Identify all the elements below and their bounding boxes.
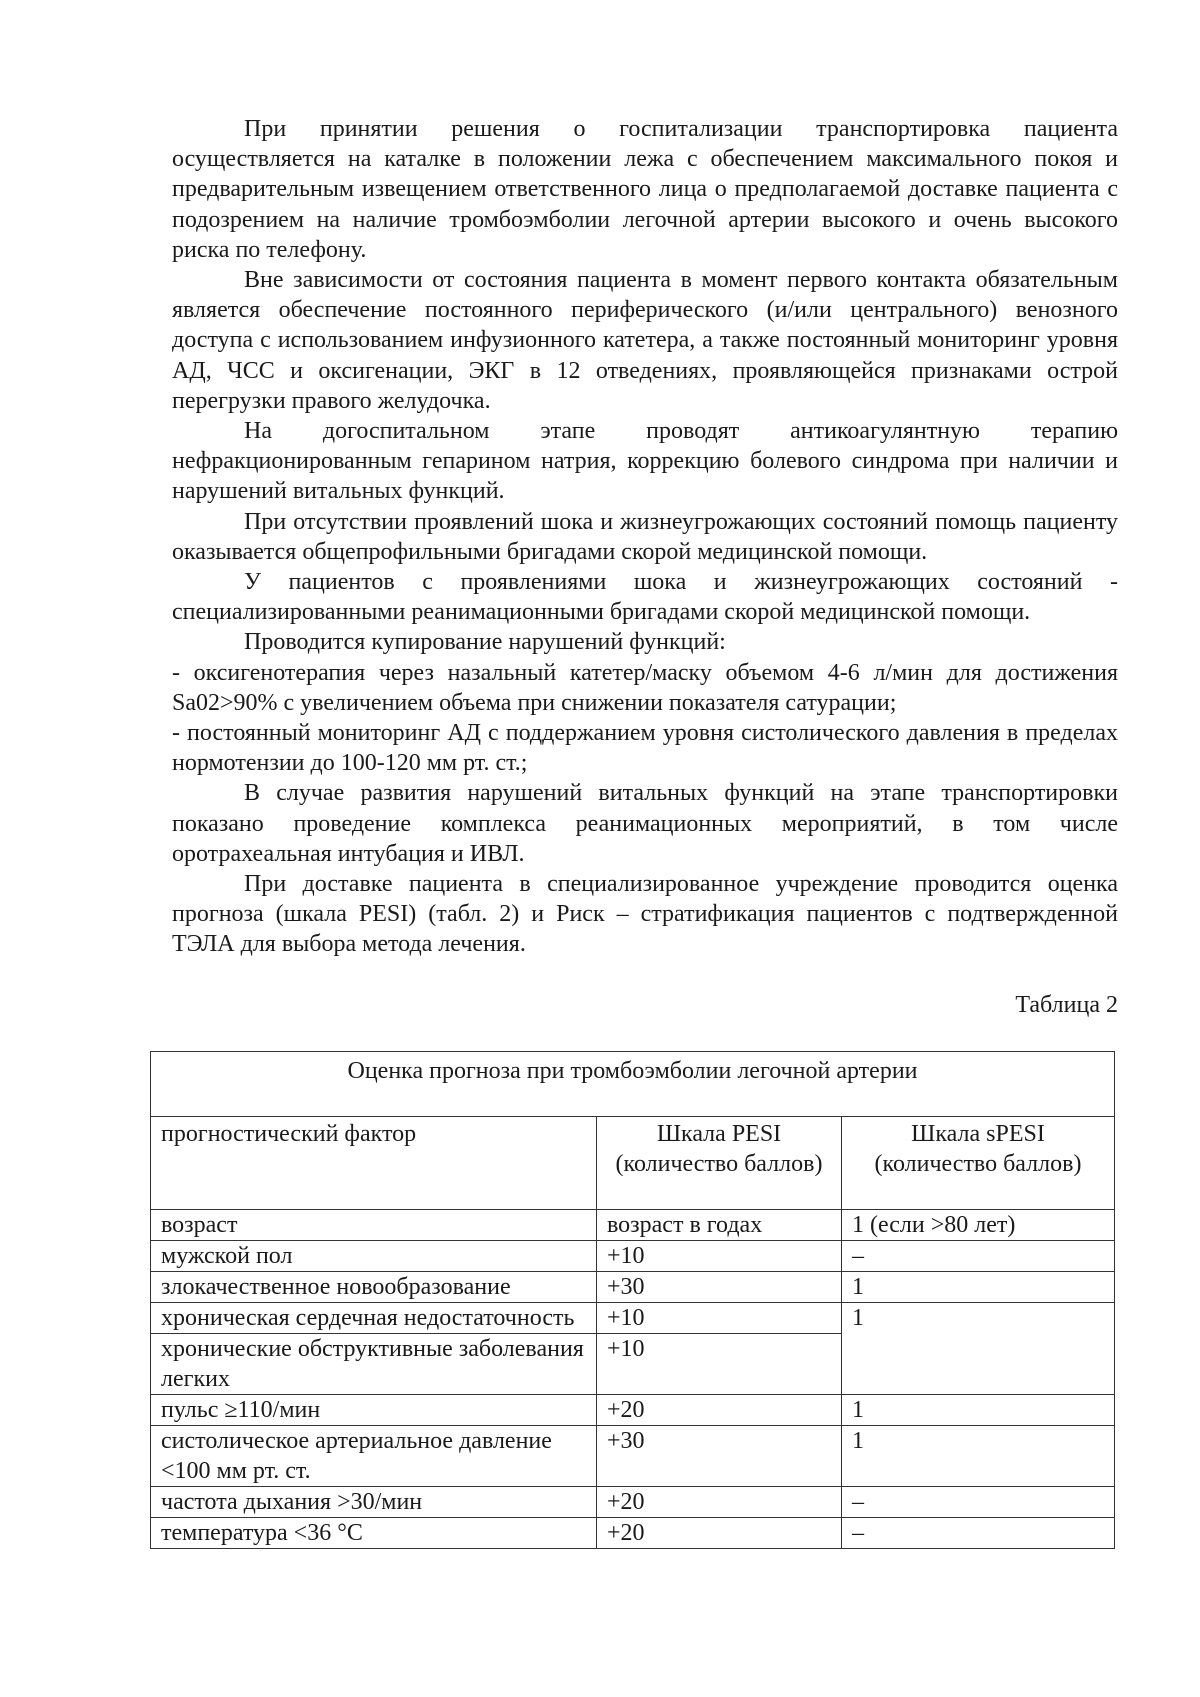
row-factor: пульс ≥110/мин: [151, 1395, 597, 1426]
paragraph-venous-access: Вне зависимости от состояния пациента в момент первого контакта обязательным является обеспечение постоянного периферического (и/или центрального) венозного доступа с использованием инфузионного катетера, а также постоянный мониторинг уровня АД, ЧСС и оксигенации, ЭКГ в 12 отведениях, проявляющейся признаками острой перегрузки правого желудочка.: [172, 267, 1118, 414]
table-row: [151, 1395, 1115, 1426]
pesi-table: [150, 1051, 1115, 1549]
table-row: [151, 1426, 1115, 1487]
header-spesi: Шкала sPESI (количество баллов): [842, 1117, 1115, 1210]
row-spesi: 1: [842, 1395, 1115, 1426]
header-factor: прогностический фактор: [151, 1117, 597, 1210]
row-spesi: 1 (если >80 лет): [842, 1210, 1115, 1241]
row-pesi: +10: [597, 1241, 842, 1272]
table-row: [151, 1241, 1115, 1272]
row-factor: возраст: [151, 1210, 597, 1241]
row-spesi: –: [842, 1487, 1115, 1518]
row-spesi: –: [842, 1518, 1115, 1549]
row-factor: температура <36 °C: [151, 1518, 597, 1549]
row-factor: мужской пол: [151, 1241, 597, 1272]
paragraph-resuscitation-measures: В случае развития нарушений витальных функций на этапе транспортировки показано проведение комплекса реанимационных мероприятий, в том числе оротрахеальная интубация и ИВЛ.: [172, 780, 1118, 867]
row-pesi: +20: [597, 1487, 842, 1518]
row-factor: злокачественное новообразование: [151, 1272, 597, 1303]
row-factor: хронические обструктивные заболевания легких: [151, 1334, 597, 1395]
table-row: [151, 1518, 1115, 1549]
paragraph-hospitalization: При принятии решения о госпитализации транспортировка пациента осуществляется на каталке в положении лежа с обеспечением максимального покоя и предварительным извещением ответственного лица о предполагаемой доставке пациента с подозрением на наличие тромбоэмболии легочной артерии высокого и очень высокого риска по телефону.: [172, 116, 1118, 263]
row-factor: систолическое артериальное давление <100 мм рт. ст.: [151, 1426, 597, 1487]
table-row: [151, 1303, 1115, 1334]
paragraph-prognosis-assessment: При доставке пациента в специализированное учреждение проводится оценка прогноза (шкала PESI) (табл. 2) и Риск – стратификация пациентов с подтвержденной ТЭЛА для выбора метода лечения.: [172, 871, 1118, 958]
row-factor: хроническая сердечная недостаточность: [151, 1303, 597, 1334]
paragraph-bp-monitoring: - постоянный мониторинг АД с поддержанием уровня систолического давления в пределах нормотензии до 100-120 мм рт. ст.;: [172, 720, 1118, 777]
paragraph-oxygen-therapy: - оксигенотерапия через назальный катетер/маску объемом 4-6 л/мин для достижения Sa02>90% с увеличением объема при снижении показателя сатурации;: [172, 659, 1118, 716]
table-title-row: [151, 1052, 1115, 1117]
row-pesi: +20: [597, 1518, 842, 1549]
paragraph-prehospital-therapy: На догоспитальном этапе проводят антикоагулянтную терапию нефракционированным гепарином натрия, коррекцию болевого синдрома при наличии и нарушений витальных функций.: [172, 418, 1118, 505]
header-pesi: Шкала PESI (количество баллов): [597, 1117, 842, 1210]
table-header-row: [151, 1117, 1115, 1210]
row-pesi: +30: [597, 1272, 842, 1303]
table-caption: Таблица 2: [1015, 992, 1118, 1018]
row-pesi: +20: [597, 1395, 842, 1426]
table-row: [151, 1272, 1115, 1303]
paragraph-relief-intro: Проводится купирование нарушений функций:: [244, 629, 726, 656]
row-spesi: 1: [842, 1272, 1115, 1303]
paragraph-general-teams: При отсутствии проявлений шока и жизнеугрожающих состояний помощь пациенту оказывается общепрофильными бригадами скорой медицинской помощи.: [172, 508, 1118, 565]
row-pesi: +10: [597, 1303, 842, 1334]
table-row: [151, 1210, 1115, 1241]
paragraph-resuscitation-teams: У пациентов с проявлениями шока и жизнеугрожающих состояний - специализированными реанимационными бригадами скорой медицинской помощи.: [172, 569, 1118, 626]
row-spesi: 1: [842, 1426, 1115, 1487]
table-title: Оценка прогноза при тромбоэмболии легочной артерии: [151, 1052, 1115, 1117]
row-pesi: возраст в годах: [597, 1210, 842, 1241]
table-row: [151, 1487, 1115, 1518]
row-pesi: +10: [597, 1334, 842, 1395]
body-text: [172, 114, 1118, 960]
row-pesi: +30: [597, 1426, 842, 1487]
row-spesi: 1: [842, 1303, 1115, 1395]
row-factor: частота дыхания >30/мин: [151, 1487, 597, 1518]
row-spesi: –: [842, 1241, 1115, 1272]
